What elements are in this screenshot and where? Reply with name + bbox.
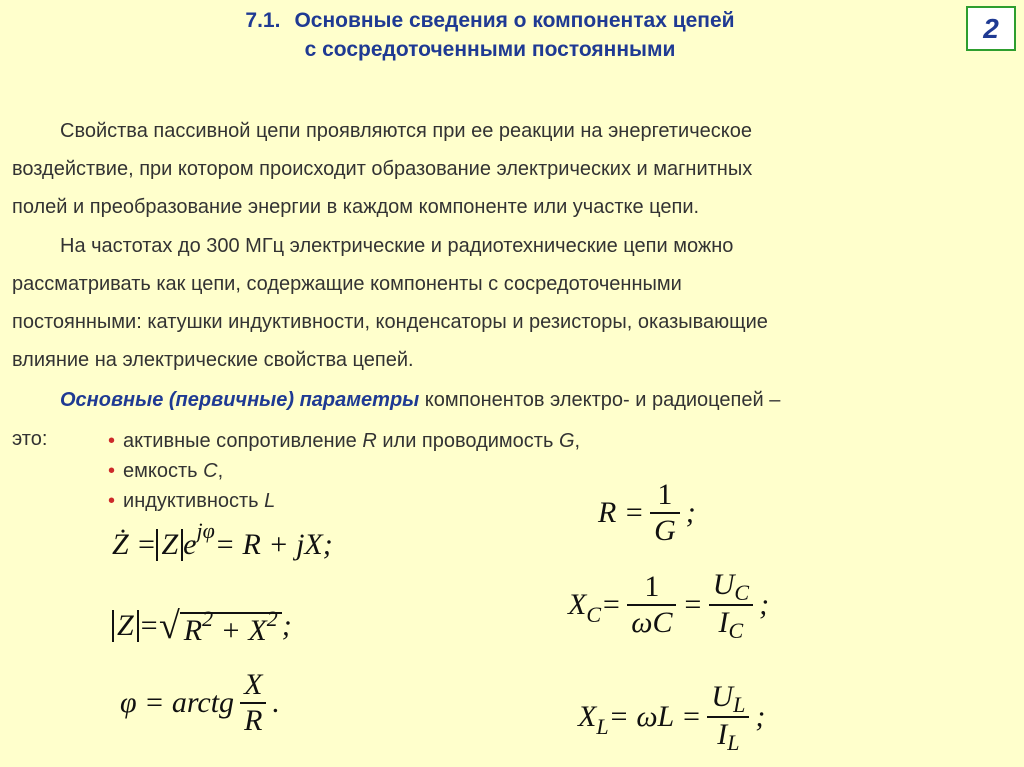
sqrt-icon: √: [158, 605, 180, 647]
list-item: [108, 456, 580, 486]
formula-part: = R + jX;: [214, 528, 333, 561]
formula-part: ;: [759, 588, 770, 621]
formula-resistance: [598, 478, 696, 548]
fraction-denominator: [713, 718, 743, 754]
p1-line1: Свойства пассивной цепи проявляются при ее реакции на энергетическое: [60, 120, 752, 142]
formula-phase: [120, 668, 280, 738]
fraction: [709, 568, 753, 642]
list-item: [108, 486, 580, 516]
p2-line3: постоянными: катушки индуктивности, конденсаторы и резисторы, оказывающие: [12, 311, 768, 333]
formula-part: R: [183, 614, 203, 647]
formula-part: L: [727, 730, 740, 755]
formula-part: I: [717, 718, 728, 751]
formula-part: U: [711, 680, 734, 713]
sqrt-group: [159, 604, 282, 648]
fraction-denominator: G: [654, 514, 676, 547]
bullet-text: индуктивность: [123, 490, 265, 512]
eto-label: это:: [12, 428, 48, 450]
p1-line3: полей и преобразование энергии в каждом компоненте или участке цепи.: [12, 196, 700, 218]
paragraph-1: [12, 112, 1012, 226]
bullet-icon: •: [108, 430, 116, 452]
formula-part: = ωL =: [608, 700, 702, 733]
formula-part: + X: [213, 614, 267, 647]
formula-part: ;: [755, 700, 766, 733]
bullet-icon: •: [108, 490, 116, 512]
formula-part: C: [728, 618, 744, 643]
section-number: 7.1.: [245, 9, 281, 32]
formula-part: Ż =: [112, 528, 157, 561]
title-text-1: Основные сведения о компонентах цепей: [294, 9, 735, 32]
formula-part: R =: [598, 496, 645, 529]
formula-part: L: [733, 692, 746, 717]
formula-part: C: [734, 580, 750, 605]
primary-params-heading: Основные (первичные) параметры: [60, 389, 420, 411]
formula-part: e: [183, 528, 197, 561]
bullet-text: или проводимость: [376, 430, 559, 452]
bullet-text: ,: [574, 430, 581, 452]
p1-line2: воздействие, при котором происходит образование электрических и магнитных: [12, 158, 753, 180]
fraction-numerator: [707, 680, 749, 716]
formula-part: =: [682, 588, 703, 621]
symbol-C: C: [203, 460, 218, 482]
fraction-denominator: ωC: [631, 606, 673, 639]
bullet-text: активные сопротивление: [123, 430, 363, 452]
bullet-text: ,: [217, 460, 224, 482]
formula-part: U: [712, 568, 735, 601]
paragraph-3: [12, 381, 1012, 419]
formula-part: ;: [685, 496, 696, 529]
formula-part: 2: [202, 606, 214, 631]
formula-part: =: [138, 609, 159, 642]
formula-inductive-reactance: [578, 680, 765, 754]
formula-part: Z: [112, 610, 139, 642]
formula-part: X: [568, 588, 587, 621]
p2-line2: рассматривать как цепи, содержащие компоненты с сосредоточенными: [12, 273, 682, 295]
formula-part: .: [272, 686, 280, 719]
fraction-denominator: [715, 606, 748, 642]
formula-capacitive-reactance: [568, 568, 769, 642]
p2-line4: влияние на электрические свойства цепей.: [12, 349, 414, 371]
bullet-icon: •: [108, 460, 116, 482]
symbol-L: L: [264, 490, 276, 512]
p2-line1: На частотах до 300 МГц электрические и радиотехнические цепи можно: [60, 235, 734, 257]
slide-number-badge: 2: [966, 6, 1016, 51]
formula-impedance-modulus: [112, 604, 292, 648]
formula-part: C: [586, 602, 602, 627]
p3-rest: компонентов электро- и радиоцепей –: [419, 389, 781, 411]
fraction: [707, 680, 749, 754]
fraction: [627, 570, 676, 640]
symbol-G: G: [558, 430, 575, 452]
symbol-R: R: [362, 430, 377, 452]
formula-complex-impedance: [112, 518, 333, 562]
title-line-2: с сосредоточенными постоянными: [304, 38, 676, 61]
formula-part: ;: [281, 609, 292, 642]
fraction-denominator: R: [244, 704, 263, 737]
slide-title: [140, 6, 840, 64]
formula-part: jφ: [196, 518, 215, 543]
formula-part: I: [718, 606, 729, 639]
fraction-numerator: 1: [644, 570, 660, 603]
paragraph-2: [12, 227, 1012, 379]
formula-part: 2: [266, 606, 278, 631]
fraction: [240, 668, 266, 738]
bullet-text: емкость: [123, 460, 204, 482]
list-item: [108, 426, 580, 456]
formula-part: =: [601, 588, 622, 621]
formula-part: φ = arctg: [120, 686, 235, 719]
fraction: [650, 478, 680, 548]
formula-part: Z: [156, 529, 183, 561]
formula-part: X: [578, 700, 597, 733]
fraction-numerator: [709, 568, 753, 604]
title-line-1: [140, 6, 840, 35]
fraction-numerator: 1: [657, 478, 673, 511]
parameters-list: [108, 426, 580, 516]
formula-part: L: [596, 714, 609, 739]
sqrt-body: [180, 606, 282, 648]
fraction-numerator: X: [244, 668, 263, 701]
